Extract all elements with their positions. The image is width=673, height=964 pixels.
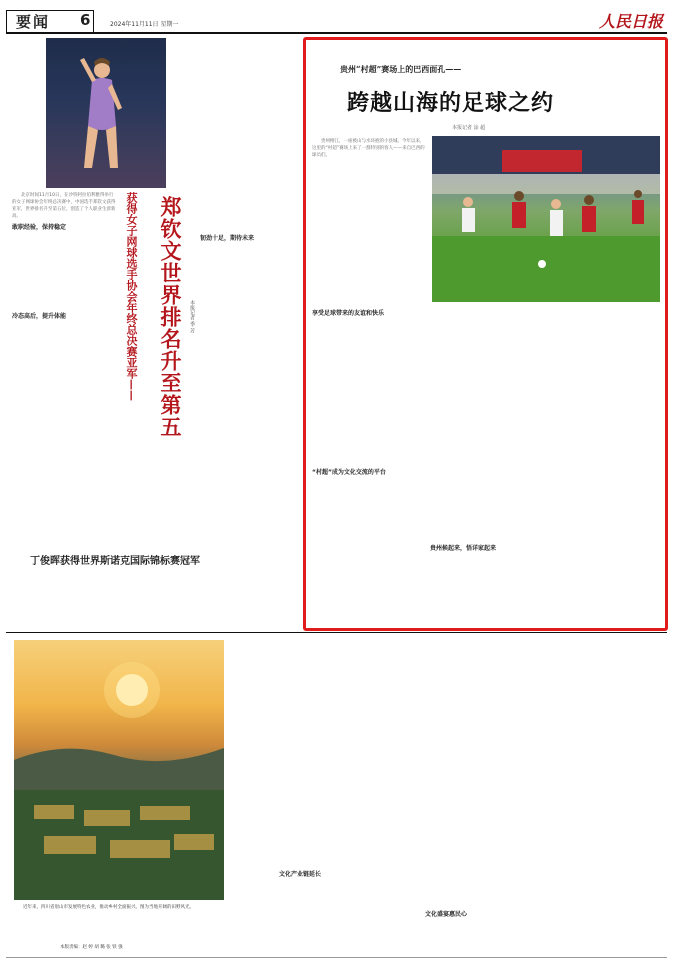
feature-byline: 本报记者 涂 超 (452, 125, 486, 131)
feature-section-3: 贵州候起来，悟详家起来 (430, 545, 497, 552)
feature-col3 (548, 306, 660, 624)
page-header (6, 8, 667, 34)
page-number: 6 (80, 11, 91, 29)
tennis-player-figure (76, 56, 128, 176)
tennis-section-1: 敢职经验，保持稳定 (12, 224, 67, 231)
tennis-subtitle: 获得女子网球选手协会年终总决赛亚军—— (125, 192, 138, 401)
feature-kicker: 贵州“村超”赛场上的巴西面孔—— (340, 64, 462, 74)
landscape-photo (14, 640, 224, 900)
snooker-article (12, 572, 297, 626)
tennis-article-col1 (12, 192, 116, 542)
soccer-photo (432, 136, 660, 302)
issue-date: 2024年11月11日 星期一 (110, 21, 179, 28)
tennis-article-col2-top (172, 40, 296, 190)
tennis-section-2: 冷态高后，提升体能 (12, 313, 67, 320)
feature-headline: 跨越山海的足球之约 (347, 90, 555, 116)
bottom-article-col1 (230, 640, 370, 950)
feature-col2 (430, 306, 542, 624)
feature-lead: 贵州榕江，一座被山与水环抱的小县城。今年以来，这里的“村超”赛场上来了一群特别的客人——来自巴西的球员们。 (312, 139, 425, 158)
bottom-section-2: 文化盛宴惠民心 (424, 911, 467, 918)
tennis-author: 本报记者 季 芳 (189, 300, 195, 334)
soccer-scene (432, 136, 660, 302)
tennis-section-3: 韧劲十足，期待未来 (200, 235, 255, 242)
tennis-photo (46, 38, 166, 188)
bottom-article-col3 (522, 640, 667, 950)
caption-text: 近年来，四川省眉山市发展特色农业，推动乡村全面振兴。图为当地开阔的田野风光。 (23, 905, 194, 910)
snooker-headline: 丁俊晖获得世界斯诺克国际锦标赛冠军 (30, 556, 200, 567)
editors-line: 本版责编：赵 婷 胡 璐 张 铁 强 (60, 945, 123, 950)
tennis-title: 郑钦文世界排名升至第五 (158, 196, 183, 438)
section-title: 要闻 (16, 13, 51, 31)
feature-section-1: 享受足球带来的友谊和快乐 (312, 310, 385, 317)
newspaper-logo: 人民日报 (598, 12, 663, 31)
tennis-article-col3 (200, 196, 296, 536)
feature-col1-top (312, 138, 428, 302)
bottom-article-col2 (376, 640, 516, 950)
footer-rule (6, 957, 667, 958)
bottom-section-1: 文化产业链延长 (278, 871, 321, 878)
landscape-scene (14, 640, 224, 900)
section-divider (6, 632, 667, 633)
feature-col1 (312, 306, 424, 624)
tennis-lead: 北京时间11月10日，在沙特阿拉伯利雅得举行的女子网球协会年终总决赛中，中国选手郑钦文获得亚军，世界排名升至第五位，创造了个人职业生涯新高。 (12, 193, 116, 219)
feature-section-2: “村超”成为文化交流的平台 (312, 469, 386, 476)
